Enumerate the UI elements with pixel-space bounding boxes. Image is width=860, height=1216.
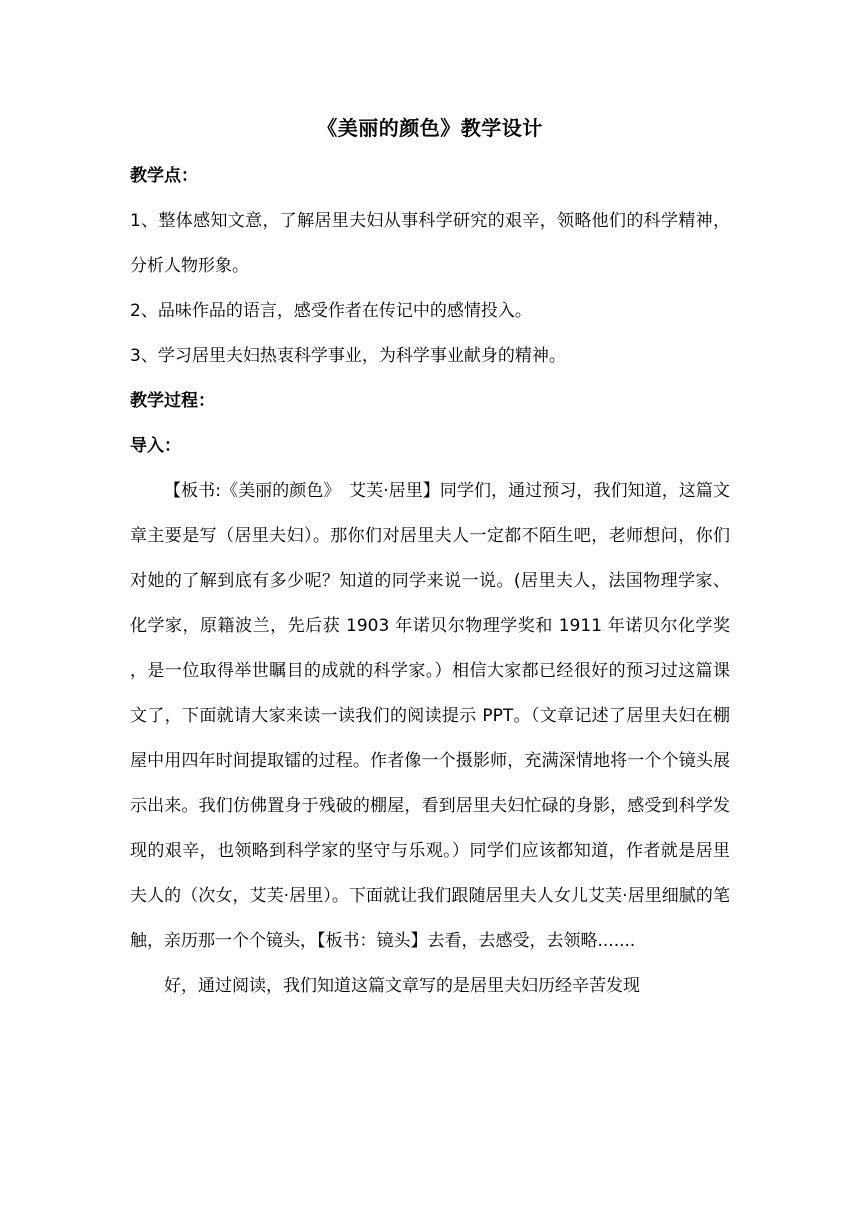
document-page	[130, 108, 730, 1009]
objective-item-1: 1、整体感知文意，了解居里夫妇从事科学研究的艰辛，领略他们的科学精神，分析人物形象。	[130, 211, 730, 276]
intro-paragraph: 【板书:《美丽的颜色》 艾芙·居里】同学们，通过预习，我们知道，这篇文章主要是写（居里夫妇）。那你们对居里夫人一定都不陌生吧，老师想问，你们对她的了解到底有多少呢？知道的同学来说一说。(居里夫人，法国物理学家、化学家，原籍波兰，先后获 1903 年诺贝尔物理学奖和 1911 年诺贝尔化学奖 ，是一位取得举世瞩目的成就的科学家。）相信大家都已经很好的预习过这篇课文了，下面就请大家来读一读我们的阅读提示 PPT。（文章记述了居里夫妇在棚屋中用四年时间提取镭的过程。作者像一个摄影师，充满深情地将一个个镜头展示出来。我们仿佛置身于残破的棚屋，看到居里夫妇忙碌的身影，感受到科学发现的艰辛，也领略到科学家的坚守与乐观。）同学们应该都知道，作者就是居里夫人的（次女，艾芙·居里）。下面就让我们跟随居里夫人女儿艾芙·居里细腻的笔触，亲历那一个个镜头，【板书：镜头】去看，去感受，去领略.......	[130, 481, 730, 951]
objective-item-3: 3、学习居里夫妇热衷科学事业，为科学事业献身的精神。	[130, 346, 566, 366]
document-title: 《美丽的颜色》教学设计	[317, 116, 543, 140]
objective-item-2: 2、品味作品的语言，感受作者在传记中的感情投入。	[130, 301, 532, 321]
objectives-heading: 教学点：	[130, 166, 198, 186]
process-heading: 教学过程：	[130, 391, 215, 411]
followup-paragraph: 好，通过阅读，我们知道这篇文章写的是居里夫妇历经辛苦发现	[164, 976, 640, 996]
intro-heading: 导入：	[130, 436, 181, 456]
